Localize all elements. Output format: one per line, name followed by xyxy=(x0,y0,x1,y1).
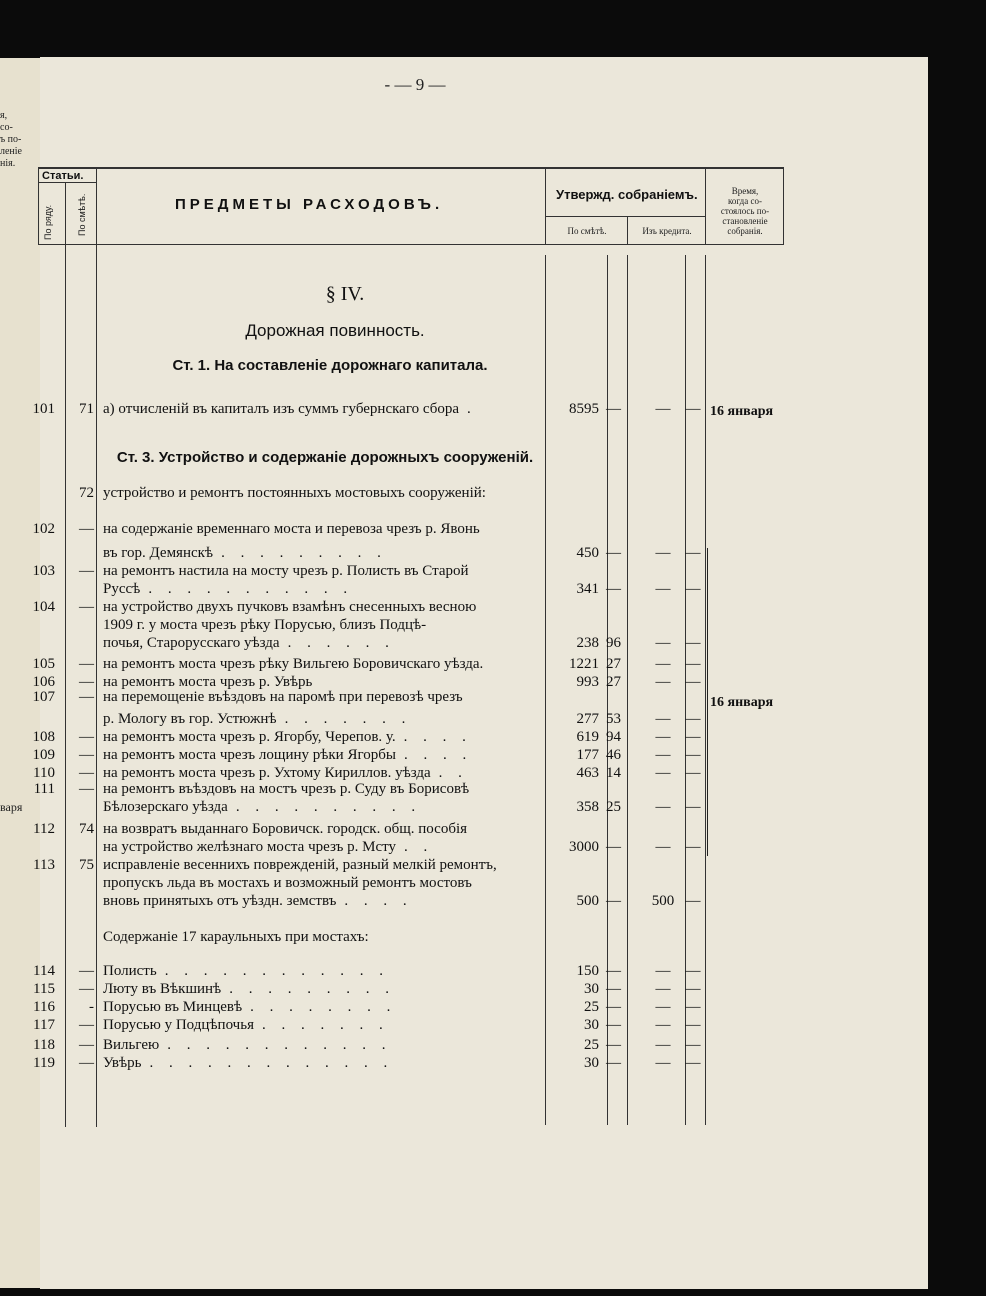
item-description: исправленіе весеннихъ поврежденій, разный мелкій ремонтъ, xyxy=(103,857,497,873)
credit-rubles: — xyxy=(655,711,671,727)
item-description: пропускъ льда въ мостахъ и возможный ремонтъ мостовъ xyxy=(103,875,472,891)
row-number: 103 xyxy=(32,563,55,579)
item-text: на ремонтъ моста чрезъ р. Ягорбу, Черепов. у. xyxy=(103,729,396,745)
leader-dots: . . . . . . xyxy=(287,635,395,651)
item-description: Содержаніе 17 караульныхъ при мостахъ: xyxy=(103,929,369,945)
amount-rubles: 25 xyxy=(584,1037,599,1053)
credit-kopeks: — xyxy=(685,635,701,651)
leader-dots: . . xyxy=(438,765,468,781)
row-number: 106 xyxy=(32,674,55,690)
item-description xyxy=(103,1055,393,1072)
item-description: на перемощеніе въѣздовъ на паромѣ при перевозѣ чрезъ xyxy=(103,689,463,705)
credit-kopeks: — xyxy=(685,747,701,763)
leader-dots: . . xyxy=(403,839,434,855)
leader-dots: . . . . . . . . . . . . xyxy=(164,963,389,979)
amount-kopeks: 27 xyxy=(606,674,621,690)
item-description xyxy=(103,747,472,764)
credit-rubles: — xyxy=(655,839,671,855)
credit-kopeks: — xyxy=(685,999,701,1015)
amount-rubles: 30 xyxy=(584,981,599,997)
item-description xyxy=(103,893,413,910)
credit-kopeks: — xyxy=(685,674,701,690)
credit-kopeks: — xyxy=(685,545,701,561)
amount-kopeks: 25 xyxy=(606,799,621,815)
credit-kopeks: — xyxy=(685,711,701,727)
credit-rubles: — xyxy=(655,963,671,979)
amount-rubles: 619 xyxy=(576,729,599,745)
amount-kopeks: — xyxy=(606,839,621,855)
item-description xyxy=(103,839,433,856)
header-po-smete: По смѣтѣ. xyxy=(77,193,87,236)
amount-kopeks: — xyxy=(606,1017,621,1033)
item-description xyxy=(103,799,421,816)
credit-kopeks: — xyxy=(685,1055,701,1071)
section-st3: Ст. 3. Устройство и содержаніе дорожныхъ сооруженій. xyxy=(116,449,534,466)
estimate-article: — xyxy=(79,981,94,997)
amount-kopeks: — xyxy=(606,1037,621,1053)
amount-kopeks: — xyxy=(606,999,621,1015)
item-text: Вильгею xyxy=(103,1037,160,1053)
item-text: Увѣрь xyxy=(103,1055,142,1071)
estimate-article: — xyxy=(79,656,94,672)
item-description xyxy=(103,729,472,746)
credit-rubles: — xyxy=(655,674,671,690)
credit-rubles: — xyxy=(655,747,671,763)
amount-rubles: 358 xyxy=(576,799,599,815)
row-number: 108 xyxy=(32,729,55,745)
item-description xyxy=(103,981,395,998)
row-number: 115 xyxy=(33,981,55,997)
document-page xyxy=(40,57,928,1289)
estimate-article: — xyxy=(79,1017,94,1033)
amount-kopeks: 27 xyxy=(606,656,621,672)
amount-rubles: 3000 xyxy=(569,839,599,855)
amount-kopeks: 46 xyxy=(606,747,621,763)
item-description: 1909 г. у моста чрезъ рѣку Порусью, близъ Подцѣ- xyxy=(103,617,427,633)
credit-rubles: — xyxy=(655,765,671,781)
item-description xyxy=(103,1017,389,1034)
credit-rubles: — xyxy=(655,635,671,651)
row-number: 113 xyxy=(33,857,55,873)
amount-rubles: 1221 xyxy=(569,656,599,672)
item-text: на устройство желѣзнаго моста чрезъ р. Мсту xyxy=(103,839,396,855)
amount-rubles: 8595 xyxy=(569,401,599,417)
amount-kopeks: 53 xyxy=(606,711,621,727)
credit-kopeks: — xyxy=(685,729,701,745)
credit-kopeks: — xyxy=(685,893,701,909)
amount-kopeks: — xyxy=(606,545,621,561)
item-text: почья, Старорусскаго уѣзда xyxy=(103,635,280,651)
estimate-article: 72 xyxy=(79,485,94,501)
item-description xyxy=(103,581,353,598)
amount-rubles: 177 xyxy=(576,747,599,763)
item-description: на ремонтъ въѣздовъ на мостъ чрезъ р. Суду въ Борисовѣ xyxy=(103,781,470,797)
item-description xyxy=(103,545,387,562)
page-number: - — 9 — xyxy=(384,75,446,94)
amount-rubles: 500 xyxy=(576,893,599,909)
amount-rubles: 341 xyxy=(576,581,599,597)
row-number: 111 xyxy=(33,781,55,797)
item-text: въ гор. Демянскѣ xyxy=(103,545,214,561)
estimate-article: — xyxy=(79,1055,94,1071)
credit-rubles: — xyxy=(655,401,671,417)
credit-rubles: — xyxy=(655,799,671,815)
item-description: на устройство двухъ пучковъ взамѣнъ снесенныхъ весною xyxy=(103,599,477,615)
header-from-credit: Изъ кредита. xyxy=(642,226,692,236)
estimate-article: — xyxy=(79,521,94,537)
credit-rubles: — xyxy=(655,981,671,997)
estimate-article: — xyxy=(79,765,94,781)
item-text: а) отчисленій въ капиталъ изъ суммъ губернскаго сбора xyxy=(103,401,459,417)
item-description xyxy=(103,401,477,418)
row-number: 112 xyxy=(33,821,55,837)
left-page-fragment: я, со- ъ по- леніе нія. xyxy=(0,110,22,169)
row-number: 114 xyxy=(33,963,55,979)
amount-kopeks: — xyxy=(606,1055,621,1071)
row-number: 110 xyxy=(33,765,55,781)
amount-kopeks: — xyxy=(606,581,621,597)
date-1: 16 января xyxy=(710,404,774,419)
estimate-article: — xyxy=(79,563,94,579)
credit-rubles: — xyxy=(655,729,671,745)
estimate-article: — xyxy=(79,781,94,797)
estimate-article: — xyxy=(79,729,94,745)
amount-kopeks: — xyxy=(606,981,621,997)
amount-rubles: 25 xyxy=(584,999,599,1015)
amount-rubles: 450 xyxy=(576,545,599,561)
row-number: 105 xyxy=(32,656,55,672)
item-text: на ремонтъ моста чрезъ лощину рѣки Ягорбы xyxy=(103,747,396,763)
amount-rubles: 993 xyxy=(576,674,599,690)
item-description: устройство и ремонтъ постоянныхъ мостовыхъ сооруженій: xyxy=(103,485,486,501)
item-text: Бѣлозерскаго уѣзда xyxy=(103,799,228,815)
credit-kopeks: — xyxy=(685,765,701,781)
item-description xyxy=(103,635,395,652)
credit-rubles: — xyxy=(655,545,671,561)
amount-rubles: 463 xyxy=(576,765,599,781)
header-stati: Статьи. xyxy=(42,170,84,182)
item-text: Руссѣ xyxy=(103,581,141,597)
credit-rubles: 500 xyxy=(651,893,675,909)
amount-kopeks: — xyxy=(606,893,621,909)
item-text: вновь принятыхъ отъ уѣздн. земствъ xyxy=(103,893,337,909)
item-text: Порусью у Подцѣпочья xyxy=(103,1017,254,1033)
amount-kopeks: — xyxy=(606,401,621,417)
item-description: на ремонтъ моста чрезъ рѣку Вильгею Боровичскаго уѣзда. xyxy=(103,656,484,672)
credit-kopeks: — xyxy=(685,963,701,979)
credit-rubles: — xyxy=(655,581,671,597)
amount-rubles: 277 xyxy=(576,711,599,727)
leader-dots: . . . . xyxy=(403,747,473,763)
amount-rubles: 30 xyxy=(584,1055,599,1071)
section-paragraph: § IV. xyxy=(325,283,365,305)
amount-kopeks: — xyxy=(606,963,621,979)
leader-dots: . . . . . . . xyxy=(284,711,412,727)
leader-dots: . . . . . . . . . xyxy=(229,981,395,997)
credit-rubles: — xyxy=(655,1017,671,1033)
header-by-estimate: По смѣтѣ. xyxy=(567,226,607,236)
item-description xyxy=(103,765,468,782)
header-approved: Утвержд. собраніемъ. xyxy=(556,187,698,202)
header-po-ryadu: По ряду. xyxy=(43,204,53,240)
credit-kopeks: — xyxy=(685,1017,701,1033)
leader-dots: . . . . xyxy=(403,729,472,745)
bracket xyxy=(703,548,708,856)
section-st1: Ст. 1. На составленіе дорожнаго капитала. xyxy=(172,357,488,374)
credit-kopeks: — xyxy=(685,656,701,672)
row-number: 109 xyxy=(32,747,55,763)
item-description xyxy=(103,963,389,980)
item-description: на содержаніе временнаго моста и перевоза чрезъ р. Явонь xyxy=(103,521,480,537)
left-page-fragment-2: варя xyxy=(0,800,23,814)
item-description: на ремонтъ моста чрезъ р. Увѣрь xyxy=(103,674,313,690)
estimate-article: 74 xyxy=(79,821,94,837)
item-text: на ремонтъ моста чрезъ р. Ухтому Кириллов. уѣзда xyxy=(103,765,431,781)
leader-dots: . . . . . . . . . . . . . xyxy=(149,1055,394,1071)
credit-rubles: — xyxy=(655,999,671,1015)
leader-dots: . . . . . . . . xyxy=(250,999,397,1015)
leader-dots: . xyxy=(466,401,477,417)
credit-kopeks: — xyxy=(685,1037,701,1053)
leader-dots: . . . . . . . . . . . . xyxy=(167,1037,392,1053)
credit-kopeks: — xyxy=(685,401,701,417)
row-number: 107 xyxy=(32,689,55,705)
credit-kopeks: — xyxy=(685,799,701,815)
item-text: Полисть xyxy=(103,963,157,979)
credit-rubles: — xyxy=(655,656,671,672)
section-title: Дорожная повинность. xyxy=(245,321,425,340)
item-description: на ремонтъ настила на мосту чрезъ р. Полисть въ Старой xyxy=(103,563,469,579)
credit-rubles: — xyxy=(655,1055,671,1071)
leader-dots: . . . . . . . . . . . xyxy=(148,581,354,597)
estimate-article: — xyxy=(79,689,94,705)
item-text: Порусью въ Минцевѣ xyxy=(103,999,243,1015)
credit-kopeks: — xyxy=(685,581,701,597)
leader-dots: . . . . xyxy=(344,893,413,909)
item-description xyxy=(103,711,411,728)
row-number: 102 xyxy=(32,521,55,537)
amount-rubles: 30 xyxy=(584,1017,599,1033)
estimate-article: 75 xyxy=(79,857,94,873)
item-text: р. Мологу въ гор. Устюжнѣ xyxy=(103,711,277,727)
estimate-article: — xyxy=(79,747,94,763)
item-text: Люту въ Вѣкшинѣ xyxy=(103,981,222,997)
date-2: 16 января xyxy=(710,695,774,710)
amount-kopeks: 94 xyxy=(606,729,621,745)
credit-kopeks: — xyxy=(685,839,701,855)
amount-kopeks: 96 xyxy=(606,635,621,651)
leader-dots: . . . . . . . . . . xyxy=(235,799,422,815)
leader-dots: . . . . . . . xyxy=(261,1017,389,1033)
estimate-article: — xyxy=(79,599,94,615)
amount-kopeks: 14 xyxy=(606,765,621,781)
item-description xyxy=(103,1037,391,1054)
estimate-article: — xyxy=(79,1037,94,1053)
amount-rubles: 150 xyxy=(576,963,599,979)
header-title: ПРЕДМЕТЫ РАСХОДОВЪ. xyxy=(175,196,444,213)
leader-dots: . . . . . . . . . xyxy=(221,545,387,561)
item-description xyxy=(103,999,396,1016)
row-number: 116 xyxy=(33,999,55,1015)
amount-rubles: 238 xyxy=(576,635,599,651)
row-number: 117 xyxy=(33,1017,55,1033)
row-number: 119 xyxy=(33,1055,55,1071)
credit-kopeks: — xyxy=(685,981,701,997)
row-number: 118 xyxy=(33,1037,55,1053)
estimate-article: — xyxy=(79,963,94,979)
item-description: на возвратъ выданнаго Боровичск. городск. общ. пособія xyxy=(103,821,468,837)
row-number: 101 xyxy=(32,401,55,417)
estimate-article: — xyxy=(79,674,94,690)
estimate-article: - xyxy=(89,999,94,1015)
estimate-article: 71 xyxy=(79,401,94,417)
header-time: Время, когда со- стоялось по- становленіе собранія. xyxy=(720,186,770,236)
row-number: 104 xyxy=(32,599,55,615)
credit-rubles: — xyxy=(655,1037,671,1053)
